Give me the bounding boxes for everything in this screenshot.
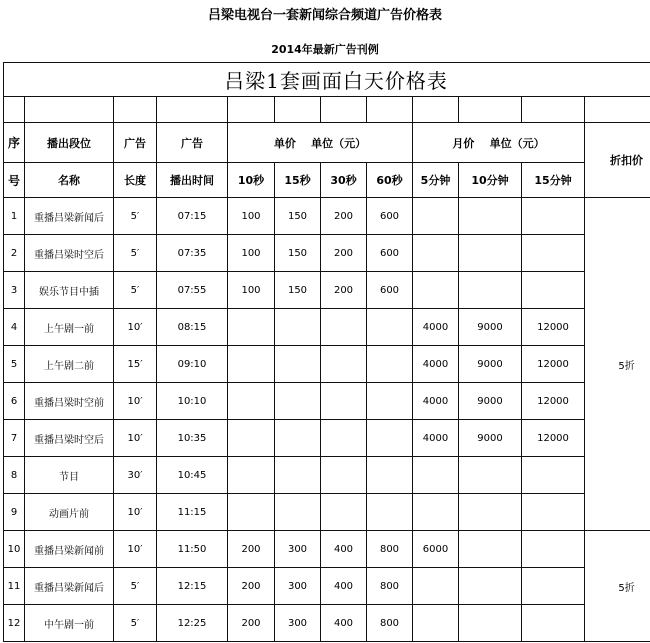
- price-15min-cell: [522, 568, 585, 605]
- price-15min-cell: 12000: [522, 420, 585, 457]
- price-60s-cell: 800: [367, 605, 413, 642]
- price-10s-cell: 200: [228, 605, 275, 642]
- discount-cell: 5折: [585, 531, 650, 642]
- table-row: [4, 309, 650, 346]
- blank-row: [4, 97, 650, 123]
- price-30s-cell: 400: [321, 568, 367, 605]
- price-15min-cell: [522, 272, 585, 309]
- slot-name-cell: 上午剧二前: [25, 346, 114, 383]
- price-10s-cell: 200: [228, 568, 275, 605]
- price-60s-cell: 600: [367, 272, 413, 309]
- table-row: [4, 457, 650, 494]
- price-10min-cell: 9000: [459, 309, 522, 346]
- header-ad-len-bottom: 长度: [114, 163, 157, 198]
- ad-length-cell: 10′: [114, 383, 157, 420]
- document-subtitle: 2014年最新广告刊例: [271, 43, 379, 56]
- table-row: [4, 494, 650, 531]
- price-60s-cell: 800: [367, 531, 413, 568]
- ad-length-cell: 30′: [114, 457, 157, 494]
- price-15s-cell: 300: [275, 605, 321, 642]
- price-60s-cell: 600: [367, 235, 413, 272]
- price-5min-cell: [413, 605, 459, 642]
- price-15min-cell: [522, 531, 585, 568]
- price-60s-cell: [367, 457, 413, 494]
- air-time-cell: 07:35: [157, 235, 228, 272]
- table-row: [4, 198, 650, 235]
- table-row: [4, 272, 650, 309]
- price-5min-cell: 4000: [413, 309, 459, 346]
- price-10s-cell: 200: [228, 531, 275, 568]
- header-10min: 10分钟: [459, 163, 522, 198]
- header-unit-price: 单价 单位（元）: [228, 123, 413, 163]
- seq-cell: 9: [4, 494, 25, 531]
- price-10min-cell: [459, 198, 522, 235]
- price-30s-cell: [321, 494, 367, 531]
- slot-name-cell: 动画片前: [25, 494, 114, 531]
- ad-length-cell: 5′: [114, 568, 157, 605]
- price-15min-cell: [522, 457, 585, 494]
- header-slot-top: 播出段位: [25, 123, 114, 163]
- slot-name-cell: 中午剧一前: [25, 605, 114, 642]
- seq-cell: 6: [4, 383, 25, 420]
- ad-length-cell: 10′: [114, 420, 157, 457]
- table-row: [4, 531, 650, 568]
- price-30s-cell: 200: [321, 272, 367, 309]
- header-seq-top: 序: [4, 123, 25, 163]
- price-5min-cell: 4000: [413, 383, 459, 420]
- price-30s-cell: [321, 457, 367, 494]
- seq-cell: 2: [4, 235, 25, 272]
- price-60s-cell: 600: [367, 198, 413, 235]
- price-15s-cell: 300: [275, 531, 321, 568]
- price-10s-cell: 100: [228, 272, 275, 309]
- price-10s-cell: [228, 494, 275, 531]
- price-5min-cell: [413, 494, 459, 531]
- price-15s-cell: [275, 494, 321, 531]
- price-10min-cell: [459, 457, 522, 494]
- price-10s-cell: [228, 309, 275, 346]
- price-15min-cell: 12000: [522, 383, 585, 420]
- price-30s-cell: [321, 346, 367, 383]
- price-15min-cell: [522, 494, 585, 531]
- discount-cell: 5折: [585, 198, 650, 531]
- price-60s-cell: [367, 346, 413, 383]
- price-30s-cell: [321, 309, 367, 346]
- price-15s-cell: [275, 346, 321, 383]
- price-5min-cell: [413, 568, 459, 605]
- header-ad-time-top: 广告: [157, 123, 228, 163]
- price-10min-cell: 9000: [459, 383, 522, 420]
- table-row: [4, 235, 650, 272]
- table-row: [4, 605, 650, 642]
- price-15s-cell: [275, 309, 321, 346]
- table-row: [4, 420, 650, 457]
- price-30s-cell: 200: [321, 235, 367, 272]
- price-10s-cell: [228, 420, 275, 457]
- price-15min-cell: 12000: [522, 309, 585, 346]
- header-ad-time-bottom: 播出时间: [157, 163, 228, 198]
- slot-name-cell: 重播吕梁新闻前: [25, 531, 114, 568]
- price-15min-cell: 12000: [522, 346, 585, 383]
- air-time-cell: 11:15: [157, 494, 228, 531]
- ad-length-cell: 5′: [114, 605, 157, 642]
- seq-cell: 1: [4, 198, 25, 235]
- header-discount: 折扣价: [585, 123, 650, 198]
- seq-cell: 11: [4, 568, 25, 605]
- header-5min: 5分钟: [413, 163, 459, 198]
- air-time-cell: 10:45: [157, 457, 228, 494]
- header-15s: 15秒: [275, 163, 321, 198]
- price-10min-cell: [459, 235, 522, 272]
- seq-cell: 4: [4, 309, 25, 346]
- air-time-cell: 09:10: [157, 346, 228, 383]
- header-seq-bottom: 号: [4, 163, 25, 198]
- price-30s-cell: 400: [321, 605, 367, 642]
- price-10min-cell: [459, 568, 522, 605]
- seq-cell: 5: [4, 346, 25, 383]
- header-row-2: [4, 163, 650, 198]
- header-30s: 30秒: [321, 163, 367, 198]
- ad-length-cell: 5′: [114, 198, 157, 235]
- price-10s-cell: [228, 457, 275, 494]
- slot-name-cell: 重播吕梁新闻后: [25, 198, 114, 235]
- ad-length-cell: 5′: [114, 272, 157, 309]
- price-30s-cell: [321, 383, 367, 420]
- price-5min-cell: 6000: [413, 531, 459, 568]
- ad-length-cell: 10′: [114, 309, 157, 346]
- price-5min-cell: [413, 457, 459, 494]
- air-time-cell: 07:55: [157, 272, 228, 309]
- slot-name-cell: 娱乐节目中插: [25, 272, 114, 309]
- header-slot-bottom: 名称: [25, 163, 114, 198]
- price-60s-cell: [367, 420, 413, 457]
- price-5min-cell: [413, 235, 459, 272]
- price-60s-cell: 800: [367, 568, 413, 605]
- price-10min-cell: [459, 272, 522, 309]
- seq-cell: 3: [4, 272, 25, 309]
- seq-cell: 8: [4, 457, 25, 494]
- price-60s-cell: [367, 309, 413, 346]
- air-time-cell: 10:35: [157, 420, 228, 457]
- price-15min-cell: [522, 235, 585, 272]
- spreadsheet: [3, 62, 650, 643]
- sheet-title: 吕梁1套画面白天价格表: [4, 63, 650, 97]
- seq-cell: 10: [4, 531, 25, 568]
- header-monthly-price: 月价 单位（元）: [413, 123, 585, 163]
- document-title: 吕梁电视台一套新闻综合频道广告价格表: [207, 8, 442, 23]
- price-5min-cell: [413, 198, 459, 235]
- price-table: [3, 62, 650, 642]
- seq-cell: 12: [4, 605, 25, 642]
- ad-length-cell: 15′: [114, 346, 157, 383]
- price-30s-cell: 400: [321, 531, 367, 568]
- price-10min-cell: [459, 531, 522, 568]
- price-5min-cell: [413, 272, 459, 309]
- price-60s-cell: [367, 494, 413, 531]
- price-10s-cell: [228, 383, 275, 420]
- slot-name-cell: 重播吕梁时空后: [25, 420, 114, 457]
- price-60s-cell: [367, 383, 413, 420]
- price-30s-cell: 200: [321, 198, 367, 235]
- price-15min-cell: [522, 198, 585, 235]
- price-5min-cell: 4000: [413, 420, 459, 457]
- price-15s-cell: [275, 457, 321, 494]
- price-15s-cell: 150: [275, 198, 321, 235]
- ad-length-cell: 5′: [114, 235, 157, 272]
- seq-cell: 7: [4, 420, 25, 457]
- table-row: [4, 568, 650, 605]
- header-60s: 60秒: [367, 163, 413, 198]
- slot-name-cell: 上午剧一前: [25, 309, 114, 346]
- table-row: [4, 346, 650, 383]
- air-time-cell: 12:25: [157, 605, 228, 642]
- price-10min-cell: [459, 494, 522, 531]
- header-10s: 10秒: [228, 163, 275, 198]
- header-ad-len-top: 广告: [114, 123, 157, 163]
- price-10min-cell: 9000: [459, 420, 522, 457]
- air-time-cell: 08:15: [157, 309, 228, 346]
- slot-name-cell: 节目: [25, 457, 114, 494]
- price-10s-cell: 100: [228, 198, 275, 235]
- ad-length-cell: 10′: [114, 494, 157, 531]
- price-10min-cell: [459, 605, 522, 642]
- slot-name-cell: 重播吕梁新闻后: [25, 568, 114, 605]
- price-15s-cell: 150: [275, 272, 321, 309]
- air-time-cell: 12:15: [157, 568, 228, 605]
- price-10s-cell: 100: [228, 235, 275, 272]
- ad-length-cell: 10′: [114, 531, 157, 568]
- price-10min-cell: 9000: [459, 346, 522, 383]
- price-15s-cell: 150: [275, 235, 321, 272]
- header-row-1: [4, 123, 650, 163]
- price-15s-cell: 300: [275, 568, 321, 605]
- slot-name-cell: 重播吕梁时空前: [25, 383, 114, 420]
- price-10s-cell: [228, 346, 275, 383]
- table-row: [4, 383, 650, 420]
- air-time-cell: 10:10: [157, 383, 228, 420]
- price-5min-cell: 4000: [413, 346, 459, 383]
- header-15min: 15分钟: [522, 163, 585, 198]
- slot-name-cell: 重播吕梁时空后: [25, 235, 114, 272]
- price-15min-cell: [522, 605, 585, 642]
- price-15s-cell: [275, 383, 321, 420]
- air-time-cell: 11:50: [157, 531, 228, 568]
- price-30s-cell: [321, 420, 367, 457]
- air-time-cell: 07:15: [157, 198, 228, 235]
- price-15s-cell: [275, 420, 321, 457]
